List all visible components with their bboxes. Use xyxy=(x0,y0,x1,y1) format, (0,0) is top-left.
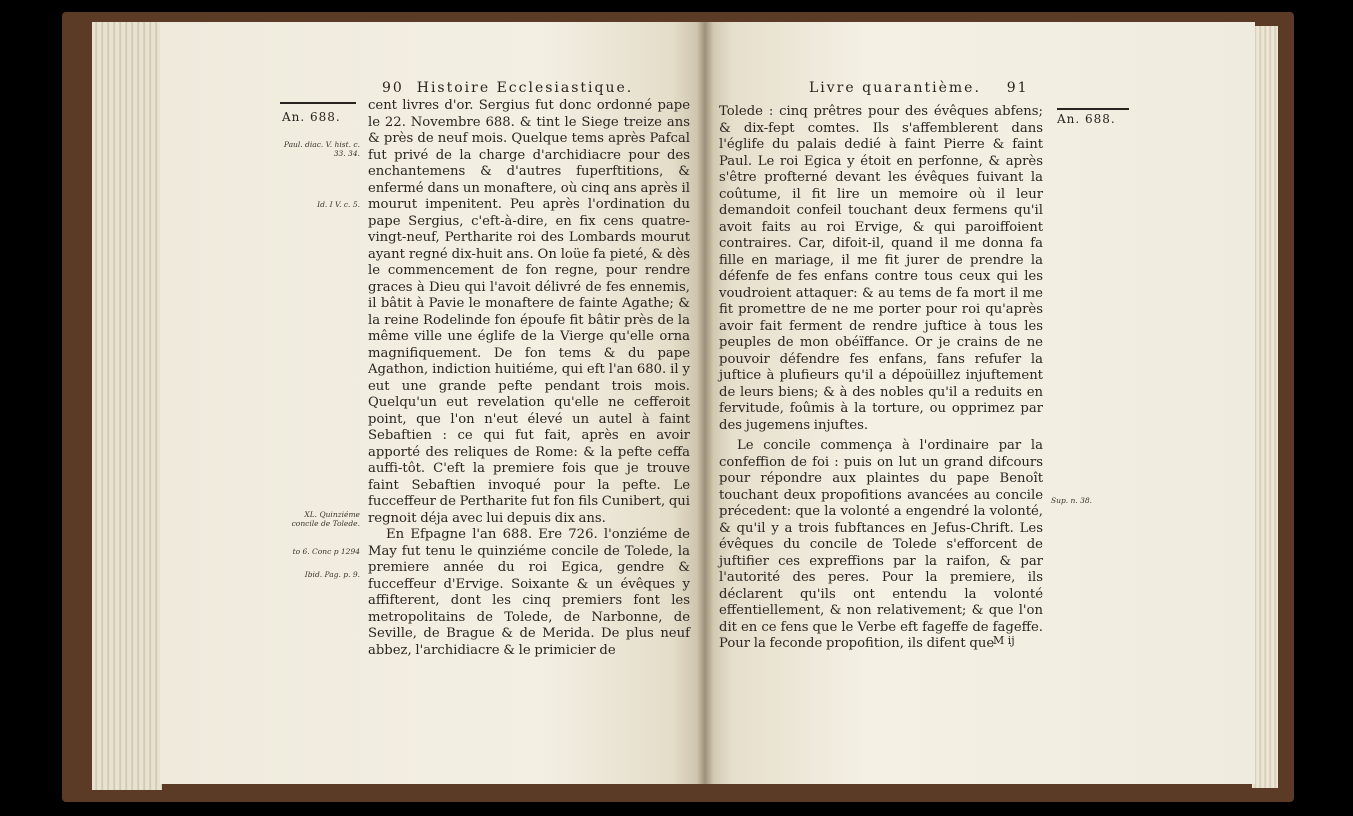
right-body xyxy=(719,104,1043,653)
paragraph: Tolede : cinq prêtres pour des évêques abfens; & dix-fept comtes. Ils s'affemblerent dans l'églife du palais dedié à faint Pierre & faint Paul. Le roi Egica y étoit en perfonne, & après s'être profterné devant les évêques fuivant la coûtume, il fit lire un memoire où il leur demandoit confeil touchant deux fermens qu'il avoit faits au roi Ervige, & qui paroiffoient contraires. Car, difoit-il, quand il me donna fa fille en mariage, il me fit jurer de prendre la défenfe de fes enfans contre tous ceux qui les voudroient attaquer: & au tems de fa mort il me fit promettre de ne me porter pour roi qu'après avoir fait ferment de rendre juftice à tous les peuples de mon obéïffance. Or je crains de ne pouvoir défendre fes enfans, fans refufer la juftice à plufieurs qu'il a dépoüillez injuftement de leurs biens; & à des nobles qu'il a reduits en fervitude, foûmis à la torture, ou opprimez par des jugemens injuftes. xyxy=(719,104,1043,433)
left-page-number: 90 xyxy=(382,80,404,96)
left-page xyxy=(160,22,705,784)
left-running-title: Histoire Ecclesiastique. xyxy=(416,80,634,96)
right-page xyxy=(705,22,1255,784)
paragraph: Le concile commença à l'ordinaire par la confeffion de foi : puis on lut un grand difcours pour répondre aux plaintes du pape Benoît touchant deux propofitions avancées au concile précedent: que la volonté a engendré la volonté, & qu'il y a trois fubftances en Jefus-Chrift. Les évêques du concile de Tolede s'efforcent de juftifier ces expreffions par la raifon, & par l'autorité des peres. Pour la premiere, ils déclarent qu'ils ont entendu la volonté effentiellement, & non relativement; & que l'on dit en ce fens que le Verbe eft fageffe de fageffe. Pour la feconde propofition, ils difent que xyxy=(719,438,1043,651)
left-year-marker: An. 688. xyxy=(282,110,341,124)
right-year-rule xyxy=(1057,108,1129,110)
page-edges-left xyxy=(92,22,162,790)
margin-note: to 6. Conc p 1294 xyxy=(292,547,360,556)
margin-note: Ibid. Pag. p. 9. xyxy=(304,570,360,579)
signature-mark: M ij xyxy=(993,634,1015,647)
paragraph: En Efpagne l'an 688. Ere 726. l'onziéme de May fut tenu le quinziéme concile de Tolede, la premiere année du roi Egica, gendre & fucceffeur d'Ervige. Soixante & un évêques y affifterent, dont les cinq premiers font les metropolitains de Tolede, de Narbonne, de Seville, de Brague & de Merida. De plus neuf abbez, l'archidiacre & le primicier de xyxy=(368,527,690,658)
left-body xyxy=(368,98,690,659)
left-year-rule xyxy=(280,102,356,104)
margin-note: Id. I V. c. 5. xyxy=(317,200,360,209)
right-year-marker: An. 688. xyxy=(1057,112,1116,126)
right-running-title: Livre quarantième. xyxy=(809,80,981,96)
paragraph: cent livres d'or. Sergius fut donc ordonné pape le 22. Novembre 688. & tint le Siege treize ans & près de neuf mois. Quelque tems après Pafcal fut privé de la charge d'archidiacre pour des enchantemens & d'autres fuperftitions, & enfermé dans un monaftere, où cinq ans après il mourut impenitent. Peu après l'ordination du pape Sergius, c'eft-à-dire, en fix cens quatre-vingt-neuf, Pertharite roi des Lombards mourut ayant regné dix-huit ans. On loüe fa pieté, & dès le commencement de fon regne, pour rendre graces à Dieu qui l'avoit délivré de fes ennemis, il bâtit à Pavie le monaftere de fainte Agathe; & la reine Rodelinde fon époufe fit bâtir près de la même ville une églife de la Vierge qu'elle orna magnifiquement. De fon tems & du pape Agathon, indiction huitiéme, qui eft l'an 680. il y eut une grande pefte pendant trois mois. Quelqu'un eut revelation qu'elle ne cefferoit point, que l'on n'eut élevé un autel à faint Sebaftien : ce qui fut fait, après en avoir apporté des reliques de Rome: & la pefte ceffa auffi-tôt. C'eft la premiere fois que je trouve faint Sebaftien invoqué pour la pefte. Le fucceffeur de Pertharite fut fon fils Cunibert, qui regnoit déja avec lui depuis dix ans. xyxy=(368,98,690,526)
margin-note: XL. Quinziéme concile de Tolede. xyxy=(291,510,360,528)
right-page-number: 91 xyxy=(1006,80,1029,96)
right-running-head xyxy=(809,80,1029,96)
page-edges-right xyxy=(1252,26,1278,788)
left-running-head xyxy=(382,80,633,96)
margin-note: Sup. n. 38. xyxy=(1051,496,1093,505)
book-gutter xyxy=(697,22,713,784)
margin-note: Paul. diac. V. hist. c. 33. 34. xyxy=(283,140,360,158)
